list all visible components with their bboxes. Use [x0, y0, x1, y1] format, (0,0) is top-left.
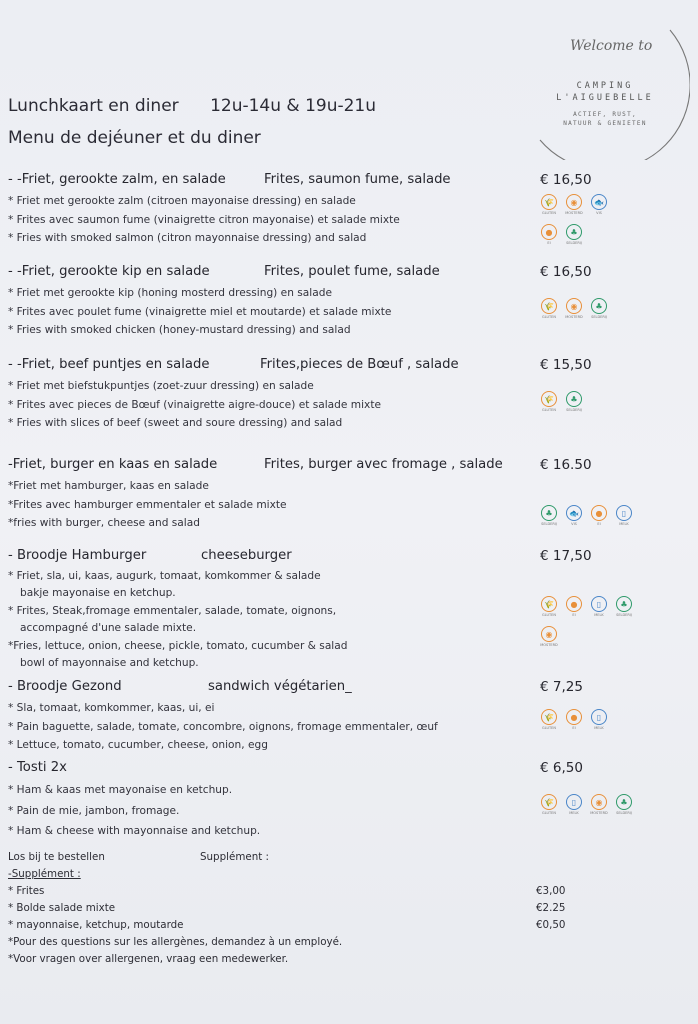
item-description: * Ham & kaas met mayonaise en ketchup. * Pain de mie, jambon, fromage. * Ham & cheese with mayonnaise and ketchup. [8, 784, 261, 837]
item-title: - Tosti 2x [8, 760, 67, 775]
supplement-row: * Bolde salade mixte €2.25 [8, 902, 566, 914]
allergen-note-nl: *Voor vragen over allergenen, vraag een medewerker. [8, 953, 289, 965]
supplement-row: * mayonnaise, ketchup, moutarde €0,50 [8, 919, 566, 931]
vis-allergen-icon: 🐟 VIS [563, 505, 585, 533]
item-title-row [8, 172, 688, 192]
item-title-fr: Frites, burger avec fromage , salade [264, 457, 503, 472]
allergen-icons [538, 596, 638, 654]
item-description: *Friet met hamburger, kaas en salade *Frites avec hamburger emmentaler et salade mixte *fries with burger, cheese and salad [8, 480, 287, 529]
item-title: - Broodje Hamburger [8, 548, 147, 563]
item-title-row [8, 457, 688, 477]
menu-item [8, 172, 688, 248]
gluten-allergen-icon: 🌾 GLUTEN [538, 391, 560, 419]
item-description: * Friet met gerookte zalm (citroen mayonaise dressing) en salade * Frites avec saumon fume (vinaigrette citron mayonaise) et salade mixte * Fries with smoked salmon (citron mayonnaise dressing) and salad [8, 195, 400, 244]
item-title: - -Friet, gerookte kip en salade [8, 264, 210, 279]
item-title: -Friet, burger en kaas en salade [8, 457, 218, 472]
selderij-allergen-icon: ♣ SELDERIJ [538, 505, 560, 533]
menu-title-fr: Menu de dejéuner et du diner [8, 128, 261, 148]
logo-script-text: Welcome to [570, 38, 653, 54]
item-title-fr: sandwich végétarien_ [208, 679, 352, 694]
menu-item [8, 548, 688, 672]
allergen-note-fr: *Pour des questions sur les allergènes, demandez à un employé. [8, 936, 343, 948]
item-price: € 16.50 [540, 457, 592, 473]
item-title-fr: cheeseburger [201, 548, 292, 563]
gluten-allergen-icon: 🌾 GLUTEN [538, 709, 560, 737]
selderij-allergen-icon: ♣ SELDERIJ [563, 391, 585, 419]
selderij-allergen-icon: ♣ SELDERIJ [588, 298, 610, 326]
menu-item [8, 760, 688, 842]
vis-allergen-icon: 🐟 VIS [588, 194, 610, 222]
gluten-allergen-icon: 🌾 GLUTEN [538, 298, 560, 326]
mosterd-allergen-icon: ◉ MOSTERD [538, 626, 560, 654]
supplements-section [8, 851, 688, 970]
item-description: * Friet met biefstukpuntjes (zoet-zuur dressing) en salade * Frites avec pieces de Bœuf (vinaigrette aigre-douce) et salade mixte * Fries with slices of beef (sweet and soure dressing) and salad [8, 380, 381, 429]
item-price: € 15,50 [540, 357, 592, 373]
ei-allergen-icon: ● EI [588, 505, 610, 533]
allergen-icons [538, 505, 638, 533]
camping-logo [520, 10, 690, 160]
item-title-row [8, 357, 688, 377]
melk-allergen-icon: ▯ MELK [588, 709, 610, 737]
item-description: * Friet, sla, ui, kaas, augurk, tomaat, komkommer & salade bakje mayonaise en ketchup. * Frites, Steak,fromage emmentaler, salade, tomate, oignons, accompagné d'une salade mixte. *Fries, lettuce, onion, cheese, pickle, tomato, cucumber & salad bowl of mayonnaise and ketchup. [8, 570, 348, 670]
gluten-allergen-icon: 🌾 GLUTEN [538, 794, 560, 822]
logo-name: CAMPING L'AIGUEBELLE [556, 81, 654, 103]
item-title: - Broodje Gezond [8, 679, 122, 694]
logo-tagline: ACTIEF, RUST, NATUUR & GENIETEN [563, 111, 647, 127]
menu-item [8, 357, 688, 433]
allergen-icons [538, 709, 613, 737]
item-description: * Sla, tomaat, komkommer, kaas, ui, ei * Pain baguette, salade, tomate, concombre, oignons, fromage emmentaler, œuf * Lettuce, tomato, cucumber, cheese, onion, egg [8, 702, 438, 751]
selderij-allergen-icon: ♣ SELDERIJ [613, 596, 635, 624]
menu-item [8, 264, 688, 340]
gluten-allergen-icon: 🌾 GLUTEN [538, 596, 560, 624]
item-title-row [8, 548, 688, 568]
item-price: € 6,50 [540, 760, 583, 776]
selderij-allergen-icon: ♣ SELDERIJ [563, 224, 585, 252]
mosterd-allergen-icon: ◉ MOSTERD [563, 298, 585, 326]
item-price: € 16,50 [540, 172, 592, 188]
melk-allergen-icon: ▯ MELK [563, 794, 585, 822]
menu-title-nl: Lunchkaart en diner 12u-14u & 19u-21u [8, 96, 377, 116]
item-price: € 16,50 [540, 264, 592, 280]
item-price: € 7,25 [540, 679, 583, 695]
allergen-icons [538, 194, 613, 252]
item-title-fr: Frites,pieces de Bœuf , salade [260, 357, 459, 372]
supplement-row: * Frites €3,00 [8, 885, 566, 897]
ei-allergen-icon: ● EI [563, 596, 585, 624]
allergen-icons [538, 391, 613, 419]
menu-item [8, 679, 688, 755]
item-title-row [8, 264, 688, 284]
supplements-subheading: -Supplément : [8, 868, 81, 880]
ei-allergen-icon: ● EI [538, 224, 560, 252]
item-title: - -Friet, beef puntjes en salade [8, 357, 210, 372]
allergen-icons [538, 794, 638, 822]
mosterd-allergen-icon: ◉ MOSTERD [588, 794, 610, 822]
melk-allergen-icon: ▯ MELK [613, 505, 635, 533]
item-description: * Friet met gerookte kip (honing mosterd dressing) en salade * Frites avec poulet fume (vinaigrette miel et moutarde) et salade mixte * Fries with smoked chicken (honey-mustard dressing) and salad [8, 287, 392, 336]
melk-allergen-icon: ▯ MELK [588, 596, 610, 624]
item-title-row [8, 679, 688, 699]
menu-item [8, 457, 688, 533]
selderij-allergen-icon: ♣ SELDERIJ [613, 794, 635, 822]
item-price: € 17,50 [540, 548, 592, 564]
item-title-fr: Frites, poulet fume, salade [264, 264, 440, 279]
item-title-row [8, 760, 688, 780]
mosterd-allergen-icon: ◉ MOSTERD [563, 194, 585, 222]
allergen-icons [538, 298, 613, 326]
item-title: - -Friet, gerookte zalm, en salade [8, 172, 226, 187]
ei-allergen-icon: ● EI [563, 709, 585, 737]
item-title-fr: Frites, saumon fume, salade [264, 172, 451, 187]
supplements-heading: Los bij te bestellen Supplément : [8, 851, 270, 863]
opening-hours: 12u-14u & 19u-21u [210, 96, 377, 116]
gluten-allergen-icon: 🌾 GLUTEN [538, 194, 560, 222]
